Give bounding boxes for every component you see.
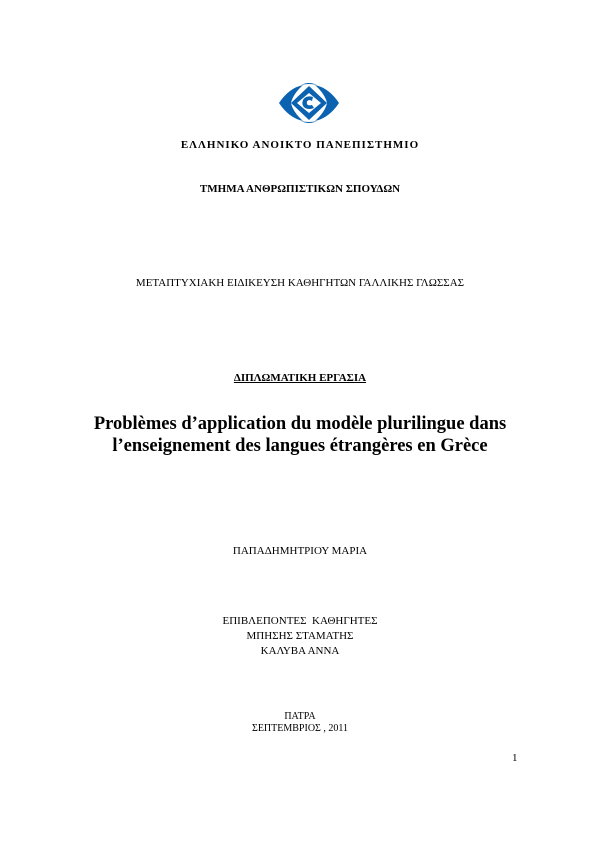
- author-name: ΠΑΠΑΔΗΜΗΤΡΙΟΥ ΜΑΡΙΑ: [232, 545, 368, 557]
- city: ΠΑΤΡΑ: [284, 711, 316, 722]
- university-name: ΕΛΛΗΝΙΚΟ ΑΝΟΙΚΤΟ ΠΑΝΕΠΙΣΤΗΜΙΟ: [180, 139, 420, 151]
- university-logo-icon: [277, 82, 341, 124]
- page-number: 1: [512, 752, 518, 764]
- supervisors-heading: ΕΠΙΒΛΕΠΟΝΤΕΣ ΚΑΘΗΓΗΤΕΣ: [222, 615, 378, 627]
- thesis-title-line-1: Problèmes d’application du modèle plurilingue dans: [93, 414, 507, 434]
- date: ΣΕΠΤΕΜΒΡΙΟΣ , 2011: [252, 723, 348, 734]
- document-type: ΔΙΠΛΩΜΑΤΙΚΗ ΕΡΓΑΣΙΑ: [233, 372, 367, 384]
- supervisor-name: ΚΑΛΥΒΑ ΑΝΝΑ: [260, 645, 340, 657]
- supervisor-name: ΜΠΗΣΗΣ ΣΤΑΜΑΤΗΣ: [246, 630, 354, 642]
- department-name: ΤΜΗΜΑ ΑΝΘΡΩΠΙΣΤΙΚΩΝ ΣΠΟΥΔΩΝ: [199, 183, 401, 195]
- thesis-title-line-2: l’enseignement des langues étrangères en Grèce: [112, 436, 488, 456]
- program-name: ΜΕΤΑΠΤΥΧΙΑΚΗ ΕΙΔΙΚΕΥΣΗ ΚΑΘΗΓΗΤΩΝ ΓΑΛΛΙΚΗΣ ΓΛΩΣΣΑΣ: [135, 277, 465, 289]
